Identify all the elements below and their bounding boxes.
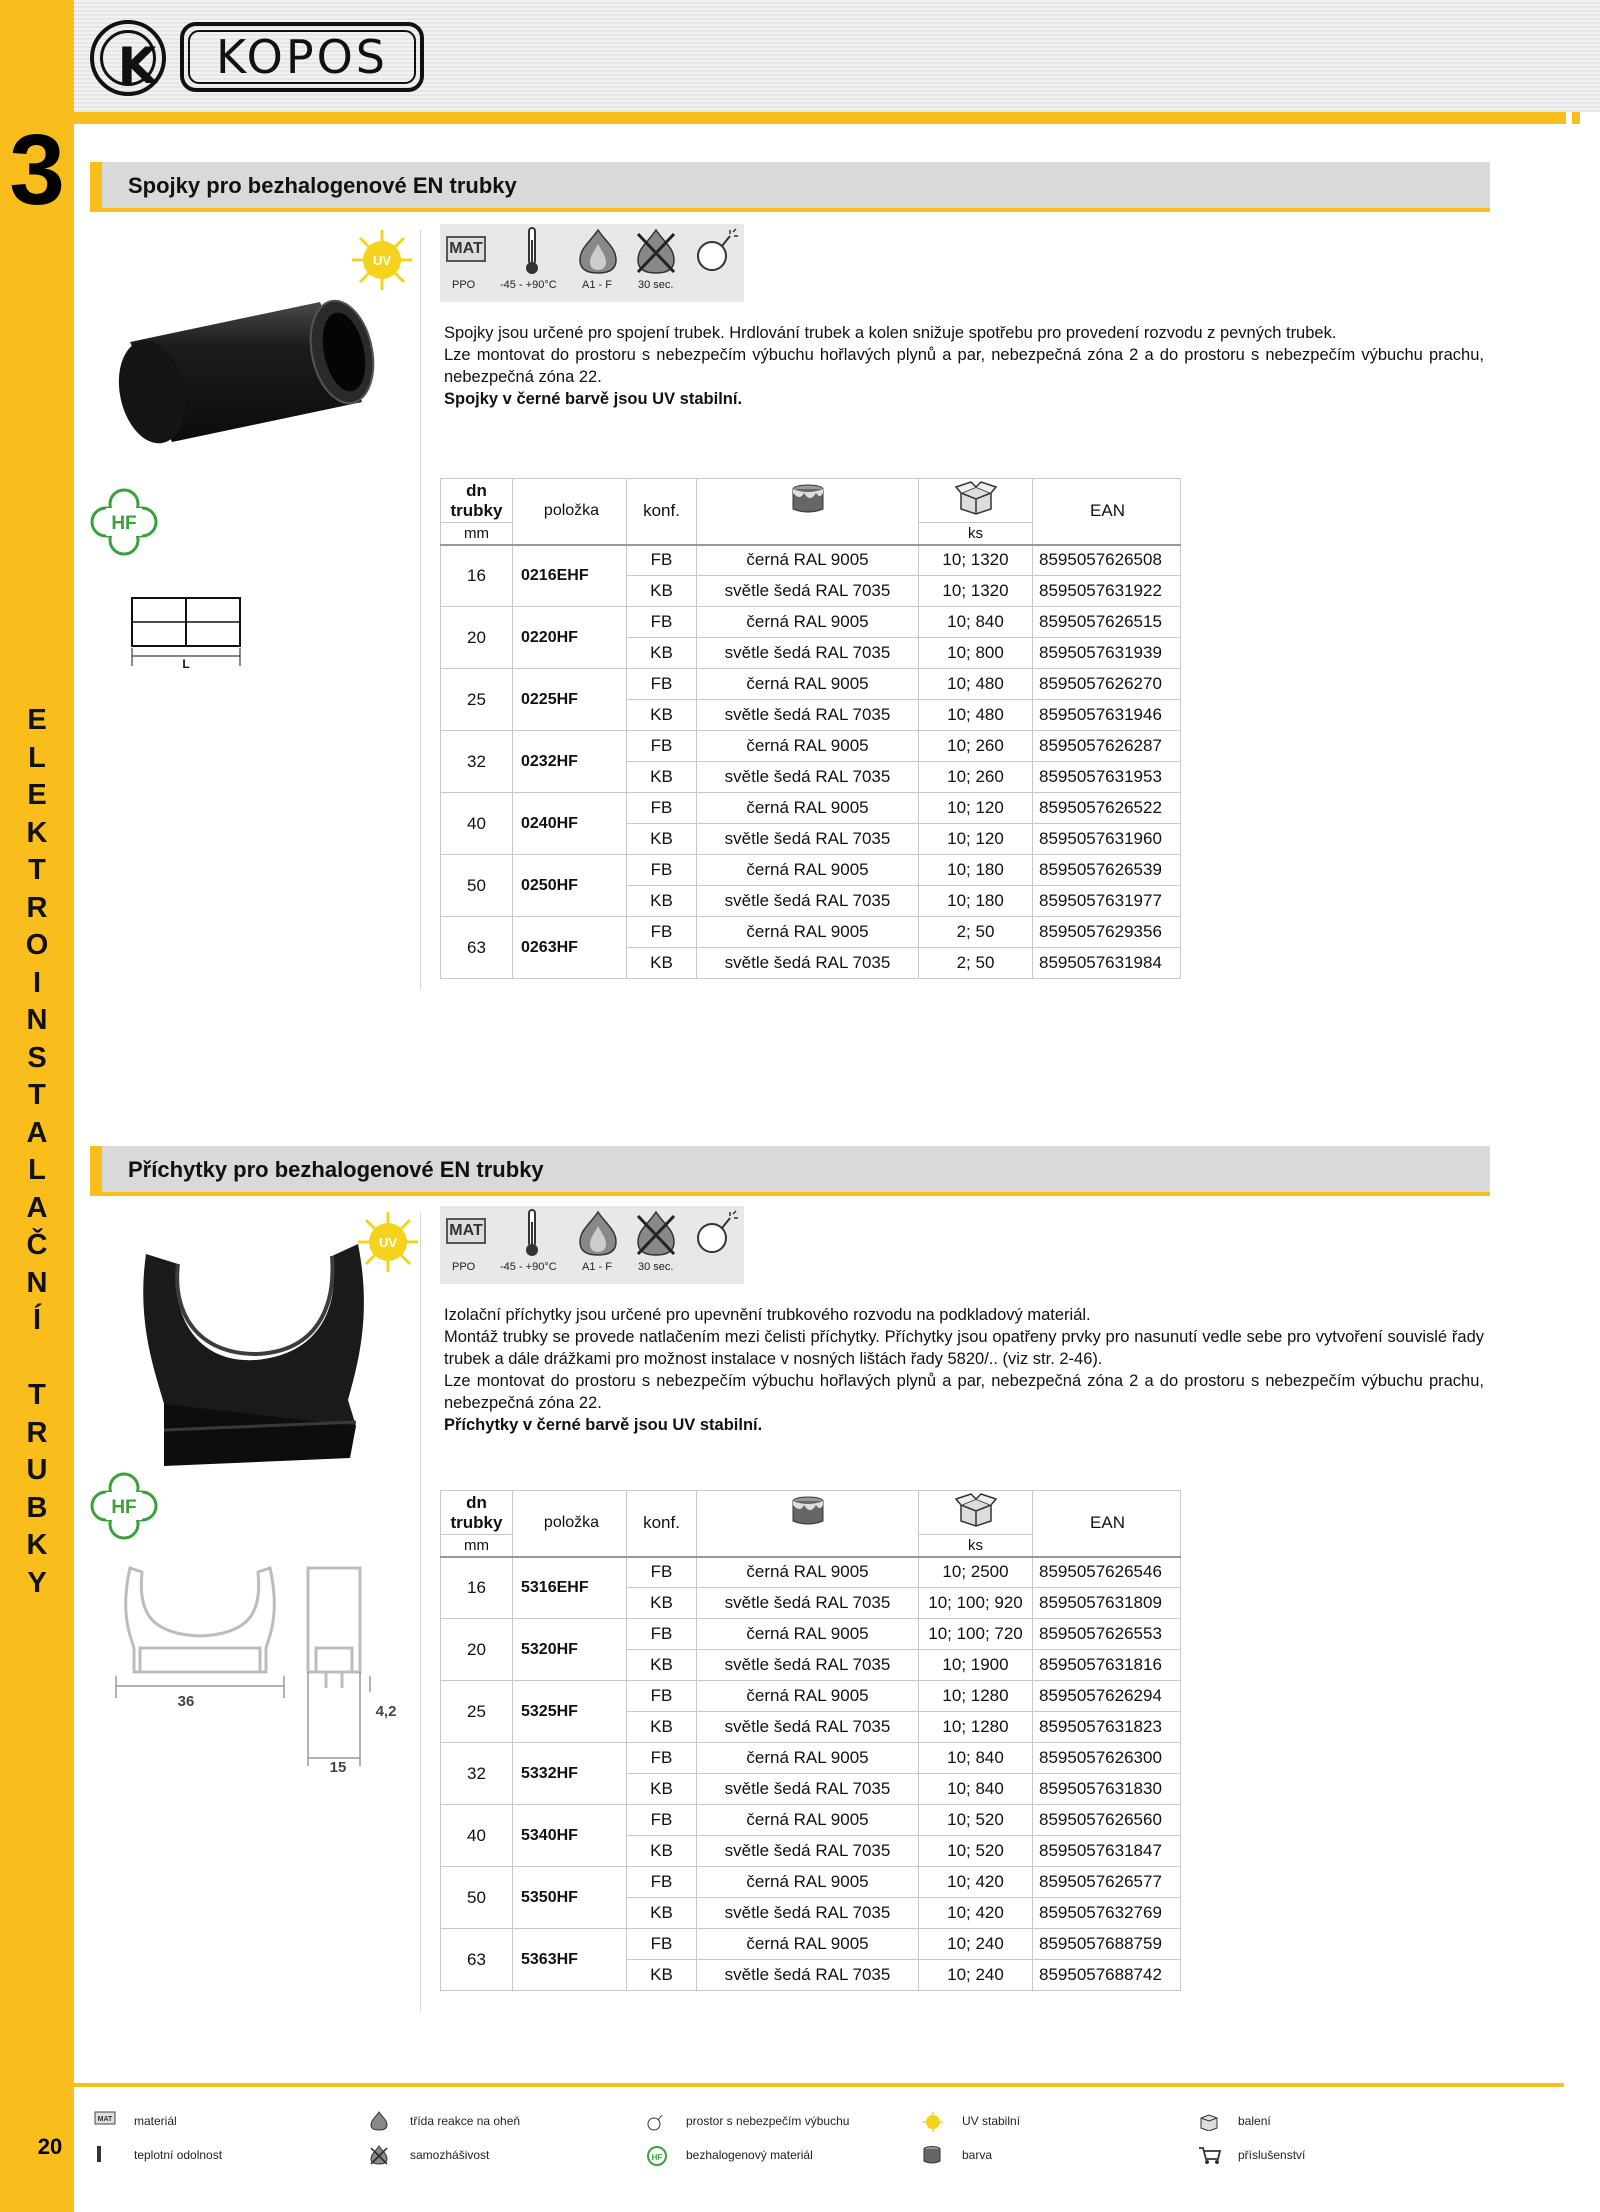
cell-color: světle šedá RAL 7035 (697, 1712, 919, 1743)
cell-pack: 10; 120 (919, 793, 1033, 824)
cell-pack: 10; 180 (919, 855, 1033, 886)
legend-label: balení (1238, 2114, 1271, 2128)
chapter-title-letter: E (27, 779, 47, 811)
cell-ean: 8595057626508 (1033, 545, 1181, 576)
cell-konf: KB (627, 1650, 697, 1681)
header-unit-mm: mm (441, 523, 513, 545)
temperature-value: -45 - +90°C (500, 1261, 557, 1273)
header-pack (919, 479, 1033, 523)
cell-item-code: 0216EHF (513, 545, 627, 607)
cell-ean: 8595057631939 (1033, 638, 1181, 669)
cell-pack: 10; 100; 920 (919, 1588, 1033, 1619)
cell-ean: 8595057631816 (1033, 1650, 1181, 1681)
dimension-label-width: 36 (177, 1693, 195, 1710)
explosion-icon (646, 2111, 666, 2136)
temperature-value: -45 - +90°C (500, 279, 557, 291)
dimension-label-depth: 15 (329, 1759, 347, 1776)
chapter-title-letter: R (26, 891, 48, 924)
cell-ean: 8595057626270 (1033, 669, 1181, 700)
property-icon-strip (440, 224, 744, 302)
cell-color: černá RAL 9005 (697, 855, 919, 886)
dimension-label-height: 4,2 (375, 1703, 397, 1720)
section-description (444, 322, 1484, 410)
self-extinguish-icon (634, 228, 678, 274)
cell-konf: FB (627, 1929, 697, 1960)
cell-ean: 8595057631823 (1033, 1712, 1181, 1743)
section-title: Příchytky pro bezhalogenové EN trubky (128, 1157, 544, 1182)
cell-konf: FB (627, 669, 697, 700)
cell-ean: 8595057631946 (1033, 700, 1181, 731)
cell-color: světle šedá RAL 7035 (697, 1836, 919, 1867)
cell-konf: KB (627, 824, 697, 855)
paint-can-icon (922, 2145, 942, 2170)
cell-color: černá RAL 9005 (697, 1619, 919, 1650)
table-row (441, 1867, 1181, 1898)
box-icon (955, 481, 997, 515)
cell-pack: 10; 1900 (919, 1650, 1033, 1681)
header-konf: konf. (627, 1491, 697, 1557)
cell-item-code: 5325HF (513, 1681, 627, 1743)
paint-can-icon (790, 483, 826, 515)
hf-icon (646, 2145, 668, 2172)
material-value: PPO (452, 1261, 476, 1273)
description-paragraph: Lze montovat do prostoru s nebezpečím výbuchu hořlavých plynů a par, nebezpečná zóna 2 a do prostoru s nebezpečím výbuchu prachu, nebezpečná zóna 22. (444, 1372, 1484, 1412)
description-uv-note: Příchytky v černé barvě jsou UV stabilní. (444, 1416, 763, 1434)
chapter-title-letter: O (25, 929, 49, 961)
cell-color: světle šedá RAL 7035 (697, 700, 919, 731)
thermometer-icon (522, 1208, 542, 1258)
cell-color: světle šedá RAL 7035 (697, 1650, 919, 1681)
svg-text:MAT: MAT (97, 2116, 113, 2123)
chapter-title-letter: R (26, 1416, 48, 1449)
table-row (441, 731, 1181, 762)
clip-spec-table (440, 1490, 1181, 1991)
column-divider (420, 230, 421, 990)
cell-pack: 2; 50 (919, 917, 1033, 948)
cell-color: světle šedá RAL 7035 (697, 1588, 919, 1619)
table-row (441, 917, 1181, 948)
cell-dn: 32 (441, 731, 513, 793)
cell-color: černá RAL 9005 (697, 917, 919, 948)
cell-dn: 50 (441, 855, 513, 917)
cell-konf: FB (627, 731, 697, 762)
cell-konf: KB (627, 1836, 697, 1867)
cell-dn: 63 (441, 1929, 513, 1991)
chapter-title-letter: A (26, 1116, 48, 1149)
table-row (441, 607, 1181, 638)
legend-label: třída reakce na oheň (410, 2114, 521, 2128)
header-dn: dn trubky (441, 1491, 513, 1535)
column-divider (420, 1212, 421, 2012)
cell-pack: 10; 840 (919, 1774, 1033, 1805)
flame-icon (576, 228, 620, 274)
coupling-spec-table (440, 478, 1181, 979)
cell-pack: 10; 520 (919, 1805, 1033, 1836)
cell-color: černá RAL 9005 (697, 731, 919, 762)
cell-color: světle šedá RAL 7035 (697, 1898, 919, 1929)
cell-item-code: 0263HF (513, 917, 627, 979)
section-title-bar (90, 1146, 1490, 1196)
cell-konf: FB (627, 793, 697, 824)
thermometer-icon (522, 226, 542, 276)
cell-ean: 8595057626539 (1033, 855, 1181, 886)
halogen-free-icon (90, 1472, 158, 1540)
cell-konf: FB (627, 1557, 697, 1588)
page-number: 20 (37, 2134, 63, 2159)
cell-konf: FB (627, 1619, 697, 1650)
chapter-title-letter: T (28, 1379, 46, 1411)
section-description (444, 1304, 1484, 1436)
cell-konf: KB (627, 886, 697, 917)
cell-pack: 10; 100; 720 (919, 1619, 1033, 1650)
self-extinguish-icon (634, 1210, 678, 1256)
cell-dn: 63 (441, 917, 513, 979)
uv-stable-icon (350, 228, 414, 292)
cell-ean: 8595057688759 (1033, 1929, 1181, 1960)
description-paragraph: Lze montovat do prostoru s nebezpečím výbuchu hořlavých plynů a par, nebezpečná zóna 2 a do prostoru s nebezpečím výbuchu prachu, nebezpečná zóna 22. (444, 346, 1484, 386)
cell-konf: KB (627, 576, 697, 607)
cell-dn: 20 (441, 607, 513, 669)
paint-can-icon (790, 1495, 826, 1527)
chapter-title-letter: N (26, 1266, 48, 1299)
cell-item-code: 5363HF (513, 1929, 627, 1991)
cell-konf: FB (627, 1805, 697, 1836)
cell-pack: 10; 120 (919, 824, 1033, 855)
cell-pack: 10; 240 (919, 1929, 1033, 1960)
cell-konf: KB (627, 762, 697, 793)
chapter-title-letter: K (26, 816, 48, 849)
mat-icon: MAT (446, 236, 486, 262)
cell-konf: KB (627, 638, 697, 669)
table-row (441, 1557, 1181, 1588)
legend-label: prostor s nebezpečím výbuchu (686, 2114, 850, 2128)
cell-ean: 8595057626577 (1033, 1867, 1181, 1898)
kopos-logo-mark: K (90, 20, 166, 96)
legend-label: barva (962, 2148, 993, 2162)
cell-item-code: 0232HF (513, 731, 627, 793)
header-item: položka (513, 1491, 627, 1557)
clip-product-image (126, 1204, 376, 1480)
header-color (697, 479, 919, 545)
legend-label: materiál (134, 2114, 177, 2128)
flame-icon (370, 2111, 388, 2136)
cell-konf: FB (627, 1867, 697, 1898)
legend-label: samozhášivost (410, 2148, 490, 2162)
legend-label: UV stabilní (962, 2114, 1021, 2128)
cell-ean: 8595057626560 (1033, 1805, 1181, 1836)
thermometer-icon (94, 2145, 104, 2168)
chapter-title-letter: Č (26, 1229, 48, 1261)
cell-color: světle šedá RAL 7035 (697, 762, 919, 793)
cell-pack: 10; 520 (919, 1836, 1033, 1867)
cell-ean: 8595057626300 (1033, 1743, 1181, 1774)
self-extinguish-icon (370, 2145, 388, 2170)
dimension-label-l: L (182, 657, 190, 670)
cell-konf: FB (627, 855, 697, 886)
uv-label: UV (378, 1235, 398, 1250)
cell-ean: 8595057626546 (1033, 1557, 1181, 1588)
cell-item-code: 0240HF (513, 793, 627, 855)
cell-pack: 10; 1320 (919, 545, 1033, 576)
header-unit-ks: ks (919, 523, 1033, 545)
explosion-icon (694, 1208, 738, 1256)
cell-ean: 8595057626522 (1033, 793, 1181, 824)
cell-color: černá RAL 9005 (697, 1743, 919, 1774)
legend-label: teplotní odolnost (134, 2148, 223, 2162)
cell-item-code: 0225HF (513, 669, 627, 731)
cell-pack: 10; 240 (919, 1960, 1033, 1991)
cell-item-code: 0220HF (513, 607, 627, 669)
cell-konf: KB (627, 700, 697, 731)
mat-icon: MAT (446, 1218, 486, 1244)
chapter-title-letter: L (28, 741, 46, 774)
cell-color: černá RAL 9005 (697, 1557, 919, 1588)
cell-ean: 8595057626294 (1033, 1681, 1181, 1712)
cell-item-code: 5316EHF (513, 1557, 627, 1619)
cell-color: černá RAL 9005 (697, 1681, 919, 1712)
legend-label: bezhalogenový materiál (686, 2148, 813, 2162)
self-extinguish-value: 30 sec. (638, 1261, 674, 1273)
chapter-title-letter: Í (32, 1304, 42, 1336)
legend-label: příslušenství (1238, 2148, 1306, 2162)
cell-dn: 40 (441, 1805, 513, 1867)
header-accent-block (1532, 112, 1552, 124)
cell-konf: KB (627, 1712, 697, 1743)
header-item: položka (513, 479, 627, 545)
chapter-title-letter: K (26, 1529, 48, 1561)
header-ean: EAN (1033, 479, 1181, 545)
description-paragraph: Izolační příchytky jsou určené pro upevnění trubkového rozvodu na podkladový materiál. (444, 1306, 1091, 1324)
chapter-title-letter: I (32, 966, 42, 999)
chapter-title-letter: S (27, 1041, 47, 1074)
property-icon-strip (440, 1206, 744, 1284)
chapter-title-letter: E (27, 704, 47, 736)
uv-label: UV (372, 253, 392, 268)
cell-color: černá RAL 9005 (697, 1929, 919, 1960)
cell-dn: 50 (441, 1867, 513, 1929)
description-paragraph: Spojky jsou určené pro spojení trubek. Hrdlování trubek a kolen snižuje spotřebu pro provedení rozvodu z pevných trubek. (444, 324, 1337, 342)
cell-pack: 10; 420 (919, 1898, 1033, 1929)
cell-konf: FB (627, 917, 697, 948)
cell-color: světle šedá RAL 7035 (697, 638, 919, 669)
cell-ean: 8595057629356 (1033, 917, 1181, 948)
chapter-title-letter: Y (27, 1566, 47, 1599)
cell-konf: KB (627, 1960, 697, 1991)
cell-konf: KB (627, 1774, 697, 1805)
chapter-title-letter: L (28, 1154, 46, 1186)
coupling-dimension-drawing (128, 594, 244, 670)
cell-pack: 10; 420 (919, 1867, 1033, 1898)
table-row (441, 855, 1181, 886)
header-unit-mm: mm (441, 1535, 513, 1557)
cell-konf: FB (627, 1743, 697, 1774)
cell-pack: 10; 800 (919, 638, 1033, 669)
material-value: PPO (452, 279, 476, 291)
cell-pack: 10; 260 (919, 762, 1033, 793)
box-icon (955, 1493, 997, 1527)
cell-ean: 8595057631953 (1033, 762, 1181, 793)
cell-dn: 25 (441, 669, 513, 731)
cell-konf: FB (627, 1681, 697, 1712)
cell-item-code: 5340HF (513, 1805, 627, 1867)
cell-pack: 10; 1280 (919, 1681, 1033, 1712)
cell-ean: 8595057631922 (1033, 576, 1181, 607)
cell-dn: 32 (441, 1743, 513, 1805)
cell-pack: 10; 260 (919, 731, 1033, 762)
cell-color: černá RAL 9005 (697, 669, 919, 700)
cell-ean: 8595057626287 (1033, 731, 1181, 762)
kopos-logo-wordmark: KOPOS (180, 22, 424, 92)
mat-icon (94, 2111, 116, 2130)
cell-pack: 10; 480 (919, 669, 1033, 700)
cell-color: černá RAL 9005 (697, 1867, 919, 1898)
chapter-title-letter: U (26, 1454, 48, 1486)
cell-pack: 10; 840 (919, 607, 1033, 638)
section-title-bar (90, 162, 1490, 212)
cell-pack: 10; 480 (919, 700, 1033, 731)
table-row (441, 545, 1181, 576)
cell-ean: 8595057631809 (1033, 1588, 1181, 1619)
cell-dn: 16 (441, 545, 513, 607)
cell-konf: KB (627, 948, 697, 979)
coupling-product-image (100, 290, 390, 450)
cell-pack: 10; 2500 (919, 1557, 1033, 1588)
cell-konf: FB (627, 545, 697, 576)
cell-konf: KB (627, 1898, 697, 1929)
table-row (441, 1743, 1181, 1774)
uv-icon (922, 2111, 944, 2138)
header-color (697, 1491, 919, 1557)
cell-dn: 20 (441, 1619, 513, 1681)
chapter-title-letter: T (28, 1079, 46, 1111)
cell-color: černá RAL 9005 (697, 545, 919, 576)
table-row (441, 1805, 1181, 1836)
chapter-title-letter: N (26, 1004, 48, 1036)
chapter-number: 3 (9, 114, 65, 226)
cell-item-code: 5332HF (513, 1743, 627, 1805)
cell-color: černá RAL 9005 (697, 1805, 919, 1836)
chapter-title-letter: T (28, 854, 46, 886)
cell-color: černá RAL 9005 (697, 607, 919, 638)
cell-color: černá RAL 9005 (697, 793, 919, 824)
header-accent-block (1572, 112, 1580, 124)
cell-ean: 8595057631977 (1033, 886, 1181, 917)
cell-ean: 8595057688742 (1033, 1960, 1181, 1991)
cell-color: světle šedá RAL 7035 (697, 948, 919, 979)
chapter-title-letter: A (26, 1191, 48, 1224)
svg-text:HF: HF (651, 2153, 663, 2162)
cell-ean: 8595057631960 (1033, 824, 1181, 855)
header-unit-ks: ks (919, 1535, 1033, 1557)
cell-color: světle šedá RAL 7035 (697, 886, 919, 917)
table-row (441, 1619, 1181, 1650)
cell-pack: 10; 840 (919, 1743, 1033, 1774)
chapter-title-letter: B (26, 1491, 48, 1524)
clip-dimension-drawing (100, 1562, 410, 1776)
cell-konf: KB (627, 1588, 697, 1619)
cell-ean: 8595057632769 (1033, 1898, 1181, 1929)
cell-color: světle šedá RAL 7035 (697, 576, 919, 607)
header-pack (919, 1491, 1033, 1535)
cell-konf: FB (627, 607, 697, 638)
hf-label: HF (111, 1497, 137, 1518)
cart-icon (1198, 2145, 1222, 2170)
cell-pack: 2; 50 (919, 948, 1033, 979)
cell-ean: 8595057626515 (1033, 607, 1181, 638)
footer-accent-line (74, 2083, 1564, 2087)
self-extinguish-value: 30 sec. (638, 279, 674, 291)
cell-pack: 10; 180 (919, 886, 1033, 917)
flame-icon (576, 1210, 620, 1256)
fire-class-value: A1 - F (582, 279, 612, 291)
table-row (441, 1929, 1181, 1960)
table-row (441, 793, 1181, 824)
halogen-free-icon (90, 488, 158, 556)
description-uv-note: Spojky v černé barvě jsou UV stabilní. (444, 390, 743, 408)
explosion-icon (694, 226, 738, 274)
header-dn: dn trubky (441, 479, 513, 523)
header-accent-line (74, 112, 1560, 124)
cell-dn: 16 (441, 1557, 513, 1619)
table-row (441, 669, 1181, 700)
header-accent-block (1558, 112, 1566, 124)
cell-ean: 8595057631847 (1033, 1836, 1181, 1867)
cell-pack: 10; 1280 (919, 1712, 1033, 1743)
table-row (441, 1681, 1181, 1712)
description-paragraph: Montáž trubky se provede natlačením mezi čelisti příchytky. Příchytky jsou opatřeny prvky pro nasunutí vedle sebe pro vytvoření souvislé řady trubek a dále drážkami pro možnost instalace v nosných lištách řady 5820/.. (viz str. 2-46). (444, 1328, 1484, 1368)
cell-color: světle šedá RAL 7035 (697, 824, 919, 855)
box-icon (1198, 2111, 1220, 2136)
header-konf: konf. (627, 479, 697, 545)
cell-ean: 8595057626553 (1033, 1619, 1181, 1650)
cell-pack: 10; 1320 (919, 576, 1033, 607)
cell-dn: 25 (441, 1681, 513, 1743)
cell-color: světle šedá RAL 7035 (697, 1960, 919, 1991)
cell-ean: 8595057631830 (1033, 1774, 1181, 1805)
header-ean: EAN (1033, 1491, 1181, 1557)
section-title: Spojky pro bezhalogenové EN trubky (128, 173, 517, 198)
cell-ean: 8595057631984 (1033, 948, 1181, 979)
header-accent-block (1506, 112, 1526, 124)
hf-label: HF (111, 513, 137, 534)
cell-item-code: 5350HF (513, 1867, 627, 1929)
cell-item-code: 0250HF (513, 855, 627, 917)
cell-item-code: 5320HF (513, 1619, 627, 1681)
cell-color: světle šedá RAL 7035 (697, 1774, 919, 1805)
fire-class-value: A1 - F (582, 1261, 612, 1273)
cell-dn: 40 (441, 793, 513, 855)
